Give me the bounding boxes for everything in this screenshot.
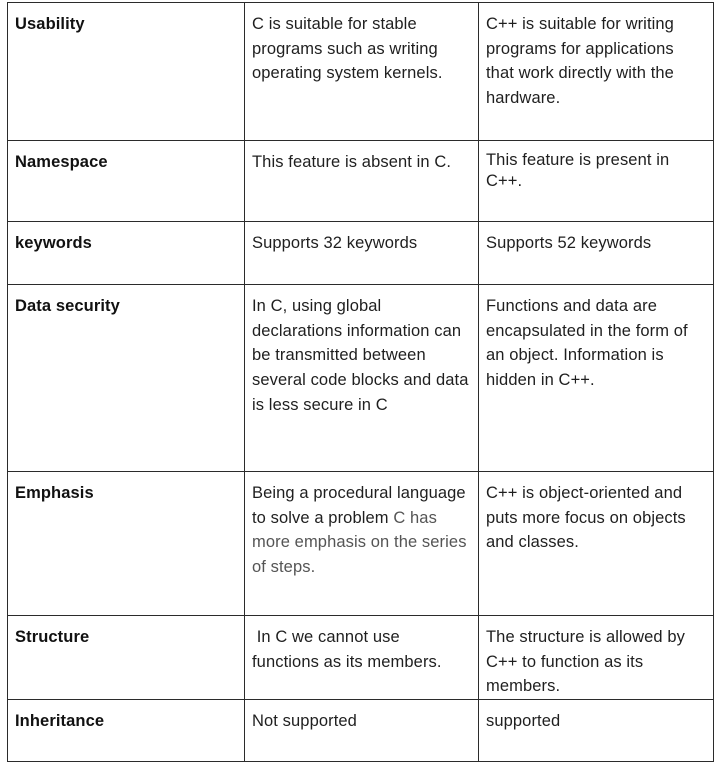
cpp-cell: Functions and data are encapsulated in the form of an object. Information is hidden in C++.	[479, 285, 714, 472]
cpp-cell: The structure is allowed by C++ to function as its members.	[479, 616, 714, 700]
cpp-cell: This feature is present in C++.	[479, 141, 714, 222]
c-cell: Supports 32 keywords	[245, 222, 479, 285]
feature-cell: Usability	[8, 3, 245, 141]
feature-cell: keywords	[8, 222, 245, 285]
feature-cell: Structure	[8, 616, 245, 700]
table-row	[8, 222, 714, 285]
table-row	[8, 285, 714, 472]
cpp-cell: C++ is object-oriented and puts more focus on objects and classes.	[479, 472, 714, 616]
c-cell	[245, 472, 479, 616]
feature-cell: Namespace	[8, 141, 245, 222]
cpp-cell: C++ is suitable for writing programs for applications that work directly with the hardware.	[479, 3, 714, 141]
table-row	[8, 3, 714, 141]
c-cell-text-muted: C has more emphasis on the series of steps.	[252, 508, 467, 577]
c-cell-text: Being a procedural language to solve a problem	[252, 484, 466, 527]
table-row	[8, 472, 714, 616]
c-cell: In C, using global declarations information can be transmitted between several code blocks and data is less secure in C	[245, 285, 479, 472]
feature-cell: Inheritance	[8, 700, 245, 762]
c-cell: C is suitable for stable programs such as writing operating system kernels.	[245, 3, 479, 141]
cpp-cell: Supports 52 keywords	[479, 222, 714, 285]
feature-cell: Data security	[8, 285, 245, 472]
table-row	[8, 700, 714, 762]
feature-cell: Emphasis	[8, 472, 245, 616]
comparison-table	[7, 2, 714, 762]
c-cell: This feature is absent in C.	[245, 141, 479, 222]
table-row	[8, 141, 714, 222]
table-row	[8, 616, 714, 700]
cpp-cell: supported	[479, 700, 714, 762]
c-cell: In C we cannot use functions as its members.	[245, 616, 479, 700]
c-cell: Not supported	[245, 700, 479, 762]
